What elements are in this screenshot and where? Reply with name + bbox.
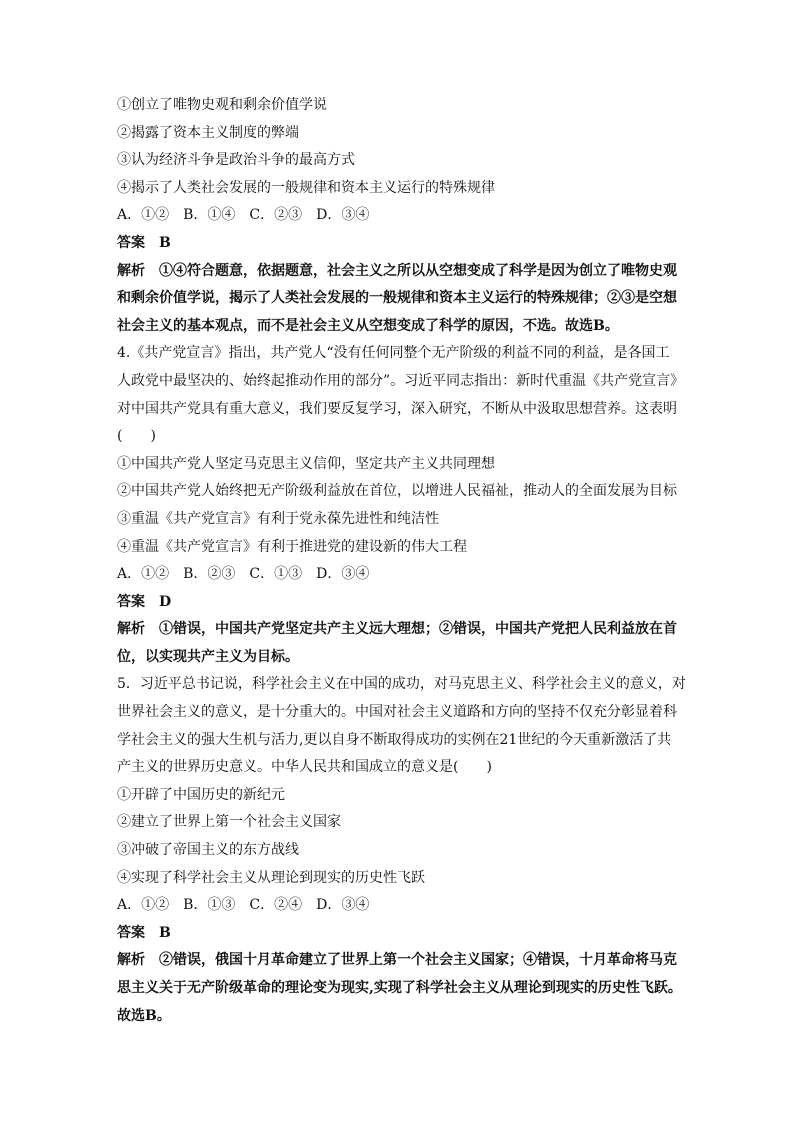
q4-stem-line-2: 人政党中最坚决的、始终起推动作用的部分”。习近平同志指出：新时代重温《共产党宣言》 bbox=[117, 372, 685, 389]
q3-analysis-line-1 bbox=[117, 258, 682, 286]
q5-answer-value: B bbox=[159, 924, 171, 941]
q4-analysis-line-1 bbox=[117, 616, 682, 644]
q4-option-2: ②中国共产党人始终把无产阶级利益放在首位，以增进人民福祉，推动人的全面发展为目标 bbox=[117, 483, 677, 500]
q4-stem-line-3: 对中国共产党具有重大意义，我们要反复学习，深入研究，不断从中汲取思想营养。这表明 bbox=[117, 400, 677, 417]
document-page bbox=[117, 92, 686, 1030]
question-4 bbox=[117, 340, 685, 671]
question-5 bbox=[117, 671, 686, 1030]
q5-stem-line-2: 世界社会主义的意义，是十分重大的。中国对社会主义道路和方向的坚持不仅充分彰显着科 bbox=[117, 704, 677, 721]
q3-option-3: ③认为经济斗争是政治斗争的最高方式 bbox=[117, 152, 355, 169]
q3-option-4: ④揭示了人类社会发展的一般规律和资本主义运行的特殊规律 bbox=[117, 179, 495, 196]
q5-analysis-line-1 bbox=[117, 947, 682, 975]
q5-option-1: ①开辟了中国历史的新纪元 bbox=[117, 786, 285, 803]
q4-answer bbox=[117, 589, 682, 617]
question-3 bbox=[117, 92, 682, 340]
q5-stem-line-3: 学社会主义的强大生机与活力,更以自身不断取得成功的实例在21世纪的今天重新激活了共 bbox=[117, 731, 672, 748]
q4-analysis-text-1: ①错误，中国共产党坚定共产主义远大理想；②错误，中国共产党把人民利益放在首 bbox=[159, 621, 677, 638]
q4-answer-label: 答案 bbox=[117, 593, 145, 610]
q3-answer-label: 答案 bbox=[117, 234, 145, 251]
q4-option-1: ①中国共产党人坚定马克思主义信仰，坚定共产主义共同理想 bbox=[117, 455, 495, 472]
q4-analysis-line-2: 位，以实现共产主义为目标。 bbox=[117, 648, 299, 665]
q4-option-4: ④重温《共产党宣言》有利于推进党的建设新的伟大工程 bbox=[117, 538, 467, 555]
q4-stem-line-1: 4.《共产党宣言》指出，共产党人“没有任何同整个无产阶级的利益不同的利益，是各国工 bbox=[117, 345, 670, 362]
q5-analysis-line-3: 故选B。 bbox=[117, 1007, 171, 1024]
q5-option-4: ④实现了科学社会主义从理论到现实的历史性飞跃 bbox=[117, 869, 425, 886]
q5-analysis-text-1: ②错误，俄国十月革命建立了世界上第一个社会主义国家；④错误，十月革命将马克 bbox=[159, 952, 677, 969]
q3-option-2: ②揭露了资本主义制度的弊端 bbox=[117, 124, 299, 141]
q5-answer-label: 答案 bbox=[117, 924, 145, 941]
q5-stem-line-4: 产主义的世界历史意义。中华人民共和国成立的意义是( ) bbox=[117, 759, 492, 776]
q3-answer bbox=[117, 230, 682, 258]
q3-option-1: ①创立了唯物史观和剩余价值学说 bbox=[117, 97, 327, 113]
q4-choices: A．①② B．②③ C．①③ D．③④ bbox=[117, 566, 370, 583]
q5-analysis-label: 解析 bbox=[117, 952, 145, 969]
q3-choices: A．①② B．①④ C．②③ D．③④ bbox=[117, 207, 370, 224]
q5-choices: A．①② B．①③ C．②④ D．③④ bbox=[117, 897, 370, 914]
q3-analysis-label: 解析 bbox=[117, 262, 145, 279]
q5-analysis-line-2: 思主义关于无产阶级革命的理论变为现实,实现了科学社会主义从理论到现实的历史性飞跃。 bbox=[117, 980, 682, 996]
q4-stem-line-4: ( ) bbox=[117, 428, 156, 445]
q5-option-3: ③冲破了帝国主义的东方战线 bbox=[117, 842, 299, 859]
q5-stem-line-1: 5．习近平总书记说，科学社会主义在中国的成功，对马克思主义、科学社会主义的意义，对 bbox=[117, 676, 686, 693]
q4-option-3: ③重温《共产党宣言》有利于党永葆先进性和纯洁性 bbox=[117, 510, 439, 527]
q3-analysis-line-2: 和剩余价值学说，揭示了人类社会发展的一般规律和资本主义运行的特殊规律；②③是空想 bbox=[117, 290, 677, 307]
q3-analysis-line-3: 社会主义的基本观点，而不是社会主义从空想变成了科学的原因，不选。故选B。 bbox=[117, 317, 619, 334]
q5-option-2: ②建立了世界上第一个社会主义国家 bbox=[117, 814, 341, 831]
q3-analysis-text-1: ①④符合题意，依据题意，社会主义之所以从空想变成了科学是因为创立了唯物史观 bbox=[159, 262, 677, 279]
q4-analysis-label: 解析 bbox=[117, 621, 145, 638]
q5-answer bbox=[117, 920, 682, 948]
q4-answer-value: D bbox=[159, 593, 172, 610]
q3-answer-value: B bbox=[159, 234, 171, 251]
